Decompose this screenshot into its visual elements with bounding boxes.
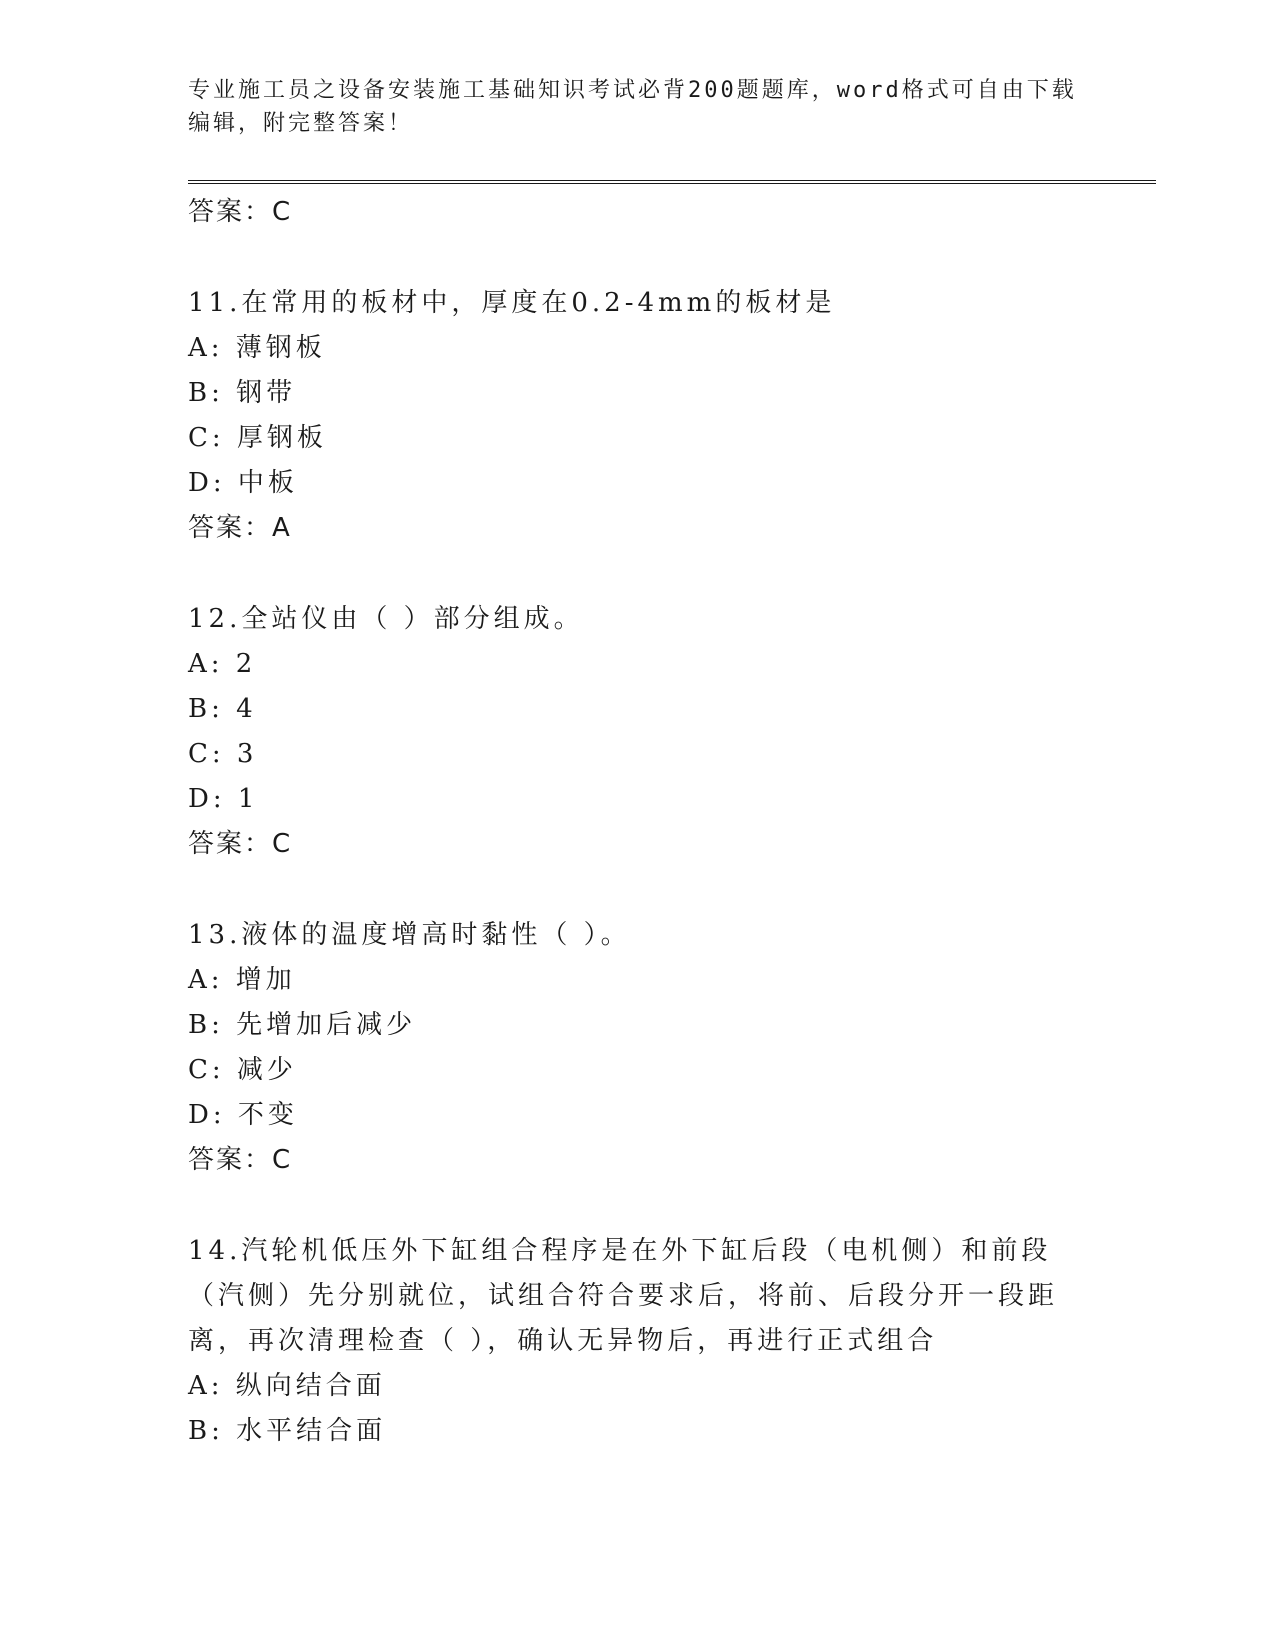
question-block — [188, 281, 1088, 551]
option-b: B: 4 — [188, 694, 257, 724]
spacer — [188, 551, 1088, 597]
option-d: D: 1 — [188, 784, 259, 814]
spacer — [188, 235, 1088, 281]
option-b: B: 钢带 — [188, 378, 297, 408]
option-d: D: 不变 — [188, 1100, 298, 1130]
answer-line: 答案：A — [188, 513, 292, 543]
question-block — [188, 1229, 1088, 1454]
question-block — [188, 597, 1088, 867]
document-body — [188, 190, 1088, 1454]
option-b: B: 水平结合面 — [188, 1416, 387, 1446]
option-c: C: 3 — [188, 739, 258, 769]
question-stem: 14.汽轮机低压外下缸组合程序是在外下缸后段（电机侧）和前段（汽侧）先分别就位，试组合符合要求后，将前、后段分开一段距离，再次清理检查（ ），确认无异物后，再进行正式组合 — [188, 1236, 1059, 1356]
option-a: A: 增加 — [188, 965, 296, 995]
answer-line: 答案：C — [188, 829, 293, 859]
option-c: C: 厚钢板 — [188, 423, 327, 453]
document-header: 专业施工员之设备安装施工基础知识考试必背200题题库，word格式可自由下载编辑，附完整答案！ — [188, 78, 1077, 136]
answer-line: 答案：C — [188, 1145, 293, 1175]
spacer — [188, 1183, 1088, 1229]
header-divider — [188, 180, 1156, 184]
option-d: D: 中板 — [188, 468, 298, 498]
option-a: A: 薄钢板 — [188, 333, 326, 363]
option-b: B: 先增加后减少 — [188, 1010, 417, 1040]
question-stem: 11.在常用的板材中，厚度在0.2-4mm的板材是 — [188, 288, 836, 318]
question-block — [188, 913, 1088, 1183]
option-a: A: 2 — [188, 649, 257, 679]
question-stem: 12.全站仪由（ ）部分组成。 — [188, 604, 584, 634]
question-stem: 13.液体的温度增高时黏性（ ）。 — [188, 920, 631, 950]
option-a: A: 纵向结合面 — [188, 1371, 386, 1401]
spacer — [188, 867, 1088, 913]
answer-line: 答案：C — [188, 197, 293, 227]
option-c: C: 减少 — [188, 1055, 297, 1085]
